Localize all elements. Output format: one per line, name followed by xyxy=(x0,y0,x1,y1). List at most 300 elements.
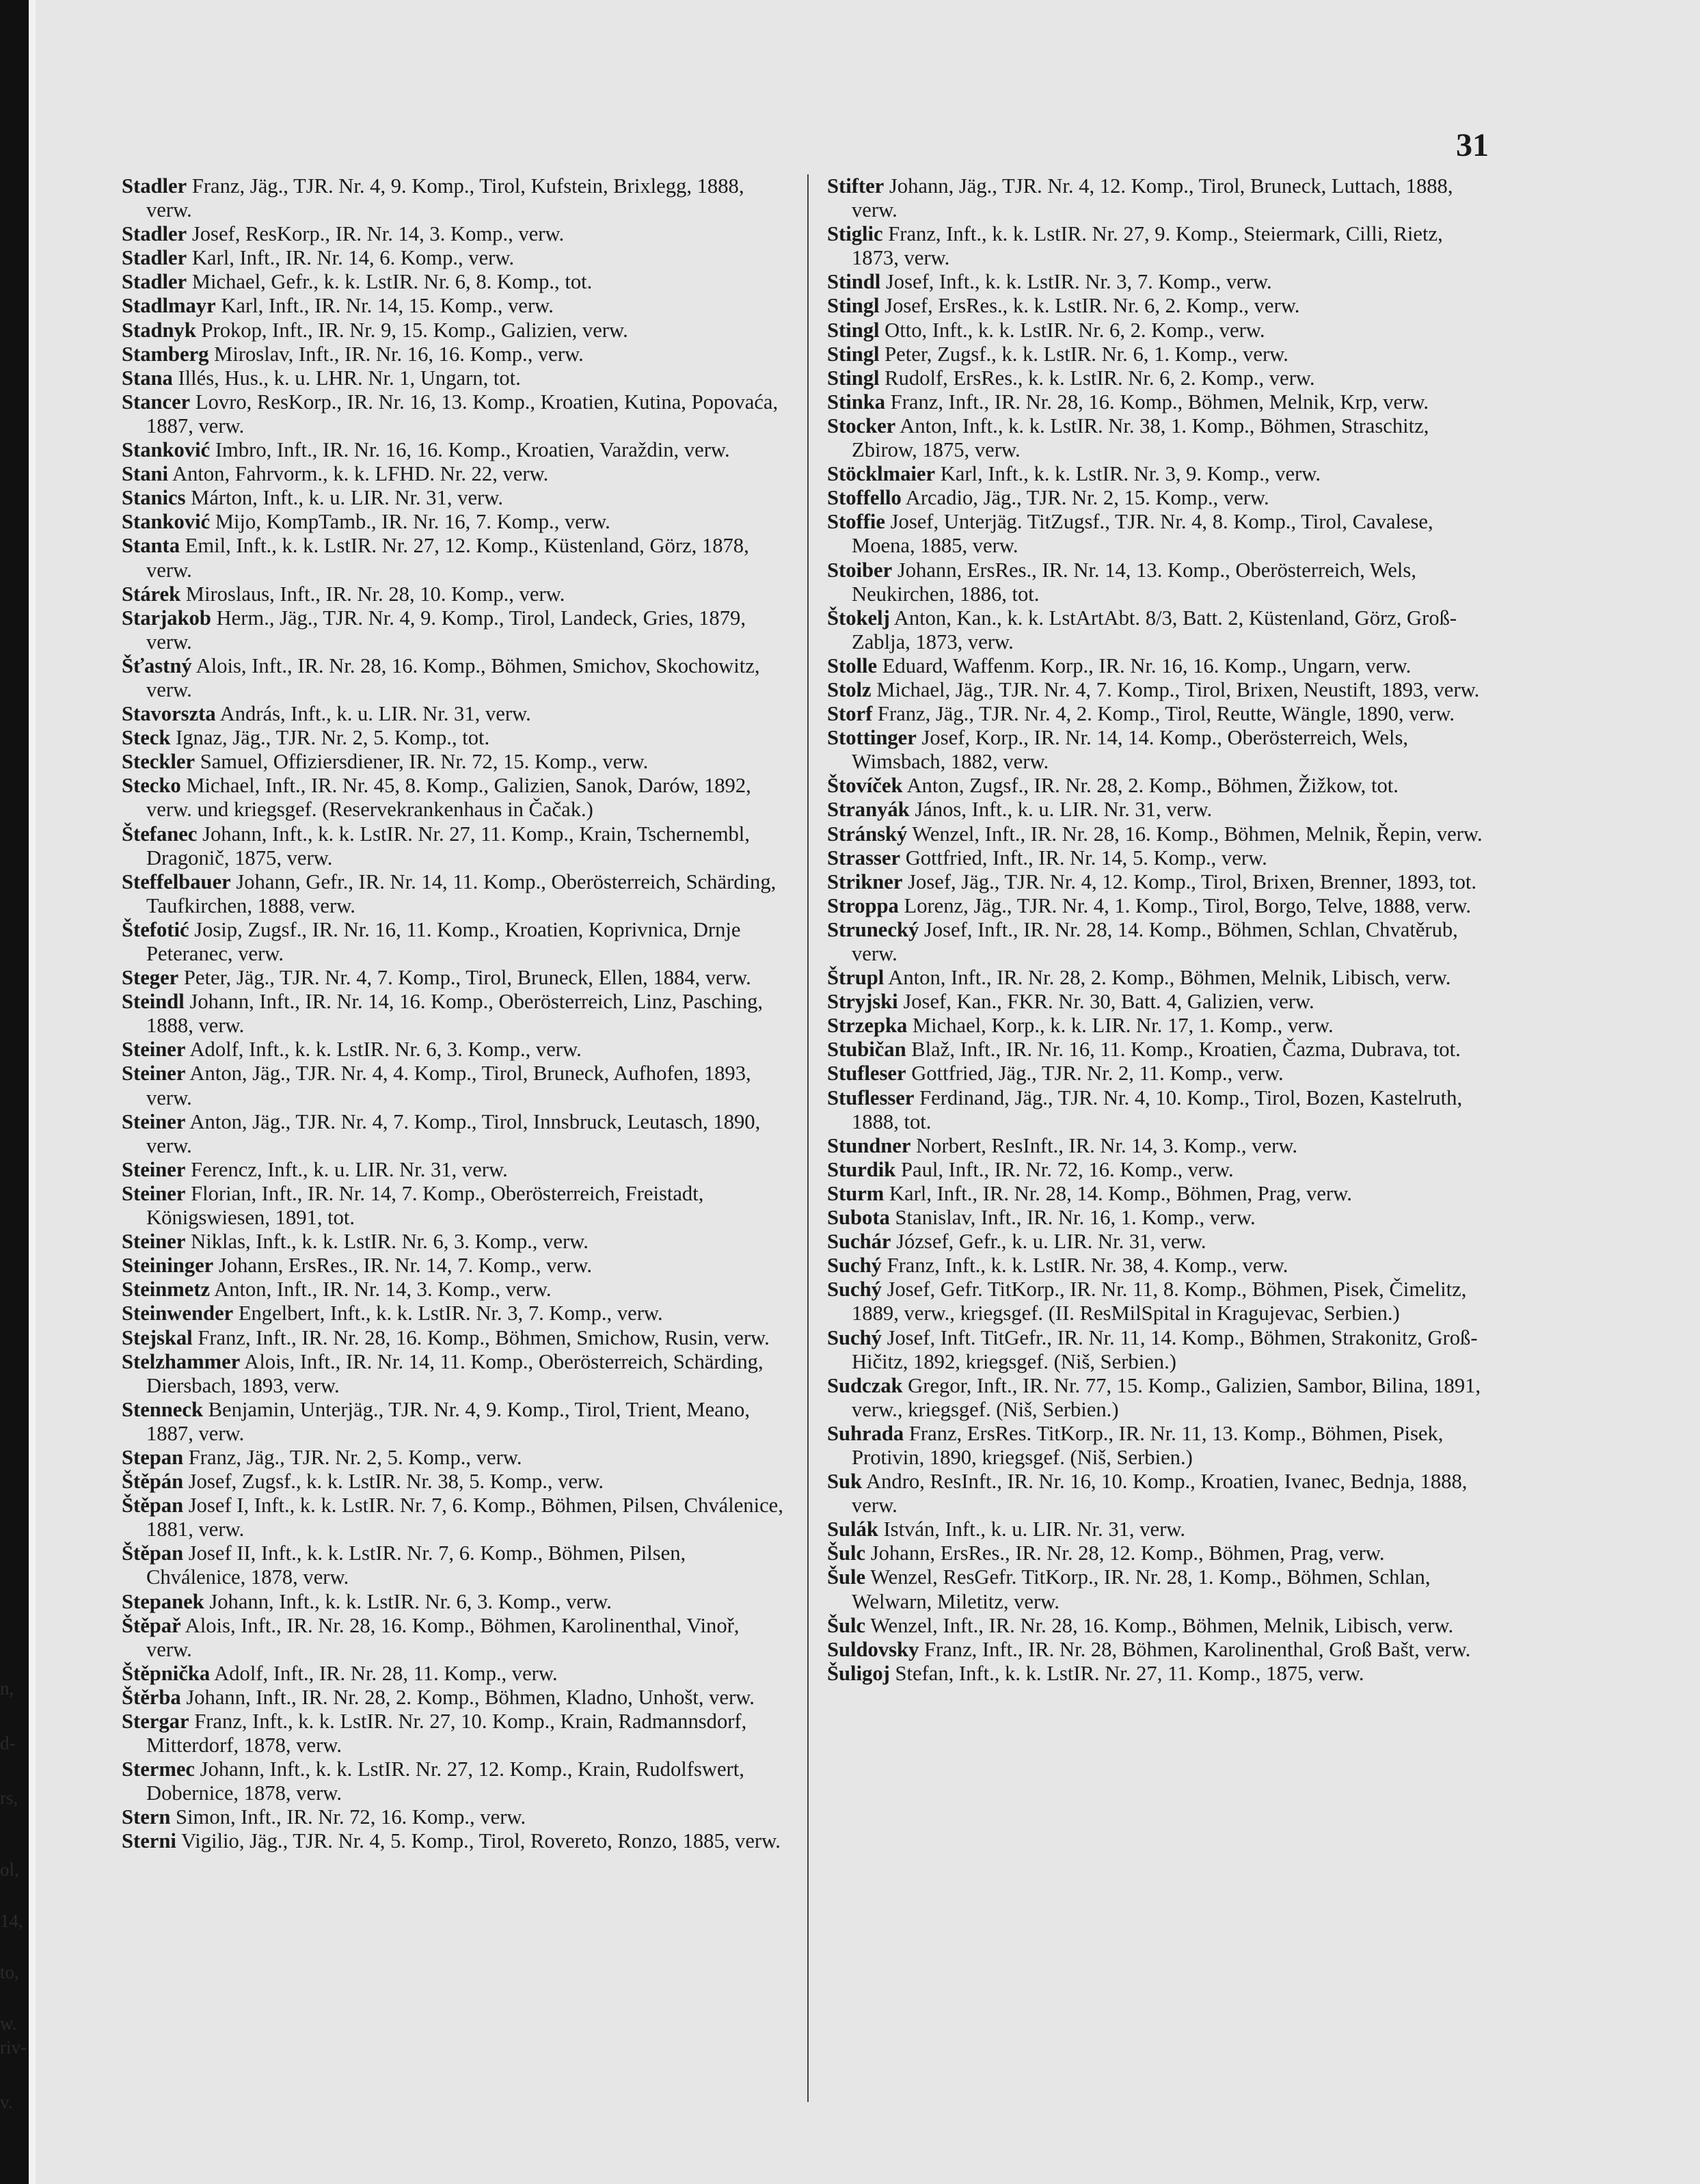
entry-details: Stefan, Inft., k. k. LstIR. Nr. 27, 11. Komp., 1875, verw. xyxy=(889,1661,1364,1685)
register-entry xyxy=(122,1158,783,1182)
entry-surname: Stottinger xyxy=(827,726,917,750)
entry-details: Franz, Jäg., TJR. Nr. 4, 9. Komp., Tirol, Kufstein, Brixlegg, 1888, verw. xyxy=(146,174,744,222)
entry-details: Gregor, Inft., IR. Nr. 77, 15. Komp., Galizien, Sambor, Bilina, 1891, verw., kriegsgef. (Niš, Serbien.) xyxy=(852,1373,1481,1421)
entry-surname: Stingl xyxy=(827,294,880,318)
entry-surname: Steiner xyxy=(122,1109,186,1133)
entry-details: Franz, Inft., k. k. LstIR. Nr. 27, 9. Komp., Steiermark, Cilli, Rietz, 1873, verw. xyxy=(852,222,1443,270)
register-entry xyxy=(122,1541,783,1589)
register-entry xyxy=(827,1614,1489,1638)
register-entry xyxy=(827,1230,1489,1254)
entry-surname: Strzepka xyxy=(827,1014,908,1038)
entry-surname: Stránský xyxy=(827,822,908,846)
register-entry xyxy=(827,1638,1489,1662)
entry-details: Johann, Gefr., IR. Nr. 14, 11. Komp., Oberösterreich, Schärding, Taufkirchen, 1888, verw. xyxy=(146,869,777,917)
entry-details: Peter, Zugsf., k. k. LstIR. Nr. 6, 1. Komp., verw. xyxy=(879,342,1289,366)
register-entry xyxy=(827,1518,1489,1541)
entry-surname: Suchý xyxy=(827,1325,882,1349)
entry-details: Blaž, Inft., IR. Nr. 16, 11. Komp., Kroatien, Čazma, Dubrava, tot. xyxy=(906,1038,1461,1062)
margin-fragment: v. xyxy=(0,2092,13,2112)
entry-details: Johann, Inft., k. k. LstIR. Nr. 27, 12. Komp., Krain, Rudolfswert, Dobernice, 1878, verw. xyxy=(146,1757,744,1805)
right-column xyxy=(827,174,1489,1686)
register-entry xyxy=(827,1470,1489,1518)
register-entry xyxy=(827,1038,1489,1062)
register-entry xyxy=(122,1757,783,1805)
entry-details: Adolf, Inft., IR. Nr. 28, 11. Komp., verw. xyxy=(210,1661,558,1685)
entry-details: Miroslaus, Inft., IR. Nr. 28, 10. Komp., verw. xyxy=(180,582,565,606)
register-entry xyxy=(122,726,783,750)
entry-details: Ignaz, Jäg., TJR. Nr. 2, 5. Komp., tot. xyxy=(170,726,490,750)
entry-surname: Strasser xyxy=(827,846,901,869)
entry-details: Andro, ResInft., IR. Nr. 16, 10. Komp., Kroatien, Ivanec, Bednja, 1888, verw. xyxy=(852,1470,1468,1518)
entry-surname: Sturdik xyxy=(827,1157,896,1181)
entry-surname: Stavorszta xyxy=(122,702,216,726)
entry-details: Karl, Inft., IR. Nr. 14, 6. Komp., verw. xyxy=(187,246,515,270)
entry-surname: Sterni xyxy=(122,1829,176,1853)
entry-surname: Stuflesser xyxy=(827,1086,915,1109)
entry-surname: Štefotić xyxy=(122,917,189,941)
register-entry xyxy=(827,486,1489,510)
entry-surname: Suk xyxy=(827,1470,863,1494)
entry-details: Anton, Kan., k. k. LstArtAbt. 8/3, Batt. 2, Küstenland, Görz, Groß-Zablja, 1873, verw. xyxy=(852,606,1457,653)
entry-details: Josef I, Inft., k. k. LstIR. Nr. 7, 6. Komp., Böhmen, Pilsen, Chválenice, 1881, verw. xyxy=(146,1494,783,1541)
entry-details: Anton, Inft., IR. Nr. 14, 3. Komp., verw. xyxy=(210,1278,552,1302)
entry-details: Johann, Inft., k. k. LstIR. Nr. 27, 11. Komp., Krain, Tschernembl, Dragonič, 1875, verw. xyxy=(146,822,750,869)
margin-fragment: n, xyxy=(0,1678,14,1699)
entry-details: Franz, Inft., k. k. LstIR. Nr. 38, 4. Komp., verw. xyxy=(881,1254,1289,1278)
entry-details: Wenzel, Inft., IR. Nr. 28, 16. Komp., Böhmen, Melnik, Libisch, verw. xyxy=(865,1613,1454,1637)
register-entry xyxy=(827,822,1489,846)
entry-details: Illés, Hus., k. u. LHR. Nr. 1, Ungarn, tot. xyxy=(172,366,521,390)
entry-surname: Sulák xyxy=(827,1518,878,1541)
entry-details: Simon, Inft., IR. Nr. 72, 16. Komp., verw. xyxy=(170,1805,526,1829)
entry-surname: Štěpán xyxy=(122,1470,184,1494)
entry-surname: Šule xyxy=(827,1565,866,1589)
entry-details: Josef, Kan., FKR. Nr. 30, Batt. 4, Galizien, verw. xyxy=(898,990,1314,1014)
entry-surname: Stindl xyxy=(827,270,881,294)
entry-surname: Stadler xyxy=(122,270,187,294)
entry-details: Niklas, Inft., k. k. LstIR. Nr. 6, 3. Komp., verw. xyxy=(185,1230,589,1254)
margin-fragment: rs, xyxy=(0,1788,18,1808)
entry-details: Johann, Inft., k. k. LstIR. Nr. 6, 3. Komp., verw. xyxy=(204,1589,612,1613)
entry-details: Anton, Zugsf., IR. Nr. 28, 2. Komp., Böhmen, Žižkow, tot. xyxy=(902,774,1399,798)
entry-surname: Stadler xyxy=(122,246,187,270)
margin-fragment: riv- xyxy=(0,2037,27,2058)
register-entry xyxy=(827,366,1489,390)
entry-details: Alois, Inft., IR. Nr. 28, 16. Komp., Böhmen, Smichov, Skochowitz, verw. xyxy=(146,653,760,701)
register-entry xyxy=(827,1374,1489,1422)
register-entry xyxy=(827,774,1489,798)
entry-surname: Stufleser xyxy=(827,1062,906,1086)
register-entry xyxy=(122,918,783,966)
register-entry xyxy=(122,1710,783,1757)
register-entry xyxy=(827,1182,1489,1206)
entry-surname: Strunecký xyxy=(827,917,919,941)
entry-surname: Stelzhammer xyxy=(122,1349,241,1373)
register-entry xyxy=(827,510,1489,558)
register-entry xyxy=(122,654,783,702)
register-entry xyxy=(827,1662,1489,1686)
entry-surname: Steiner xyxy=(122,1181,186,1205)
entry-details: Wenzel, ResGefr. TitKorp., IR. Nr. 28, 1. Komp., Böhmen, Schlan, Welwarn, Miletitz, verw. xyxy=(852,1565,1431,1613)
entry-details: Ferencz, Inft., k. u. LIR. Nr. 31, verw. xyxy=(185,1157,508,1181)
entry-details: Josef, Korp., IR. Nr. 14, 14. Komp., Oberösterreich, Wels, Wimsbach, 1882, verw. xyxy=(852,726,1409,774)
entry-details: Imbro, Inft., IR. Nr. 16, 16. Komp., Kroatien, Varaždin, verw. xyxy=(210,438,730,462)
register-entry xyxy=(827,1541,1489,1565)
register-entry xyxy=(122,534,783,582)
entry-surname: Steckler xyxy=(122,750,195,774)
register-entry xyxy=(122,822,783,870)
entry-surname: Stoffie xyxy=(827,510,885,534)
entry-details: Johann, Inft., IR. Nr. 14, 16. Komp., Oberösterreich, Linz, Pasching, 1888, verw. xyxy=(146,990,764,1038)
entry-surname: Stadler xyxy=(122,222,187,246)
entry-surname: Štěrba xyxy=(122,1685,181,1709)
register-entry xyxy=(122,750,783,774)
register-entry xyxy=(827,222,1489,270)
entry-details: Herm., Jäg., TJR. Nr. 4, 9. Komp., Tirol, Landeck, Gries, 1879, verw. xyxy=(146,606,746,653)
entry-details: Josef, ErsRes., k. k. LstIR. Nr. 6, 2. Komp., verw. xyxy=(879,294,1300,318)
register-entry xyxy=(827,1134,1489,1158)
entry-details: Josef, Zugsf., k. k. LstIR. Nr. 38, 5. Komp., verw. xyxy=(183,1470,604,1494)
entry-surname: Stermec xyxy=(122,1757,195,1781)
entry-surname: Stepan xyxy=(122,1445,184,1469)
register-entry xyxy=(122,1829,783,1853)
entry-details: Michael, Jäg., TJR. Nr. 4, 7. Komp., Tirol, Brixen, Neustift, 1893, verw. xyxy=(871,677,1480,701)
entry-surname: Šulc xyxy=(827,1613,866,1637)
register-entry xyxy=(827,726,1489,774)
entry-details: Johann, Inft., IR. Nr. 28, 2. Komp., Böhmen, Kladno, Unhošt, verw. xyxy=(180,1685,755,1709)
register-entry xyxy=(827,319,1489,342)
register-entry xyxy=(122,1662,783,1686)
entry-surname: Stolle xyxy=(827,653,878,677)
entry-details: János, Inft., k. u. LIR. Nr. 31, verw. xyxy=(909,798,1213,822)
register-entry xyxy=(827,702,1489,726)
entry-details: Alois, Inft., IR. Nr. 14, 11. Komp., Oberösterreich, Schärding, Diersbach, 1893, verw. xyxy=(146,1349,764,1397)
entry-details: Anton, Jäg., TJR. Nr. 4, 7. Komp., Tirol, Innsbruck, Leutasch, 1890, verw. xyxy=(146,1109,761,1157)
register-entry xyxy=(122,342,783,366)
entry-surname: Steck xyxy=(122,726,171,750)
entry-surname: Šťastný xyxy=(122,653,192,677)
entry-surname: Stubičan xyxy=(827,1038,906,1062)
entry-details: Lovro, ResKorp., IR. Nr. 16, 13. Komp., Kroatien, Kutina, Popovaća, 1887, verw. xyxy=(146,390,779,437)
register-entry xyxy=(827,294,1489,318)
entry-surname: Stryjski xyxy=(827,990,898,1014)
entry-surname: Suchý xyxy=(827,1254,882,1278)
entry-details: Miroslav, Inft., IR. Nr. 16, 16. Komp., verw. xyxy=(208,342,584,366)
register-entry xyxy=(122,582,783,606)
entry-details: József, Gefr., k. u. LIR. Nr. 31, verw. xyxy=(891,1230,1206,1254)
register-entry xyxy=(827,1326,1489,1374)
entry-details: Anton, Inft., IR. Nr. 28, 2. Komp., Böhmen, Melnik, Libisch, verw. xyxy=(884,966,1451,990)
entry-details: Franz, Inft., IR. Nr. 28, 16. Komp., Böhmen, Smichow, Rusin, verw. xyxy=(192,1325,770,1349)
register-entry xyxy=(122,510,783,534)
entry-details: Johann, ErsRes., IR. Nr. 28, 12. Komp., Böhmen, Prag, verw. xyxy=(865,1541,1385,1565)
register-entry xyxy=(122,246,783,270)
register-entry xyxy=(827,870,1489,894)
entry-surname: Stinka xyxy=(827,390,886,414)
entry-surname: Stocker xyxy=(827,414,896,437)
entry-surname: Steiner xyxy=(122,1230,186,1254)
register-entry xyxy=(122,294,783,318)
entry-details: Otto, Inft., k. k. LstIR. Nr. 6, 2. Komp., verw. xyxy=(879,318,1265,342)
register-entry xyxy=(122,606,783,654)
register-entry xyxy=(827,558,1489,606)
entry-surname: Stana xyxy=(122,366,173,390)
entry-details: András, Inft., k. u. LIR. Nr. 31, verw. xyxy=(215,702,531,726)
entry-details: Josip, Zugsf., IR. Nr. 16, 11. Komp., Kroatien, Koprivnica, Drnje Peteranec, verw. xyxy=(146,917,741,965)
entry-details: Josef, Unterjäg. TitZugsf., TJR. Nr. 4, 8. Komp., Tirol, Cavalese, Moena, 1885, verw. xyxy=(852,510,1433,558)
entry-details: Eduard, Waffenm. Korp., IR. Nr. 16, 16. Komp., Ungarn, verw. xyxy=(877,653,1412,677)
entry-surname: Stroppa xyxy=(827,893,899,917)
entry-surname: Suldovsky xyxy=(827,1637,919,1661)
register-entry xyxy=(122,174,783,222)
register-entry xyxy=(122,1062,783,1109)
entry-details: Gottfried, Inft., IR. Nr. 14, 5. Komp., verw. xyxy=(900,846,1267,869)
entry-surname: Strikner xyxy=(827,869,903,893)
register-entry xyxy=(122,1038,783,1062)
entry-surname: Štokelj xyxy=(827,606,890,630)
register-entry xyxy=(827,414,1489,462)
entry-surname: Sturm xyxy=(827,1181,885,1205)
entry-surname: Stadnyk xyxy=(122,318,196,342)
entry-surname: Stiglic xyxy=(827,222,883,246)
register-entry xyxy=(122,1326,783,1350)
entry-surname: Storf xyxy=(827,702,873,726)
register-entry xyxy=(122,1494,783,1541)
entry-surname: Steffelbauer xyxy=(122,869,231,893)
register-entry xyxy=(827,846,1489,870)
register-entry xyxy=(827,918,1489,966)
entry-surname: Stepanek xyxy=(122,1589,204,1613)
entry-details: Josef, Gefr. TitKorp., IR. Nr. 11, 8. Komp., Böhmen, Pisek, Čimelitz, 1889, verw., kriegsgef. (II. ResMilSpital in Kragujevac, Serbien.) xyxy=(852,1278,1467,1325)
margin-fragment: ol, xyxy=(0,1859,19,1880)
entry-surname: Štěpař xyxy=(122,1613,181,1637)
previous-page-fragments xyxy=(0,0,27,2184)
register-entry xyxy=(122,438,783,462)
entry-details: Josef II, Inft., k. k. LstIR. Nr. 7, 6. Komp., Böhmen, Pilsen, Chválenice, 1878, verw. xyxy=(146,1541,686,1589)
entry-surname: Stanković xyxy=(122,510,211,534)
register-entry xyxy=(122,222,783,246)
entry-details: Lorenz, Jäg., TJR. Nr. 4, 1. Komp., Tirol, Borgo, Telve, 1888, verw. xyxy=(898,893,1472,917)
register-entry xyxy=(122,702,783,726)
entry-details: Ferdinand, Jäg., TJR. Nr. 4, 10. Komp., Tirol, Bozen, Kastelruth, 1888, tot. xyxy=(852,1086,1463,1133)
entry-surname: Stifter xyxy=(827,174,885,198)
register-entry xyxy=(122,462,783,486)
entry-details: Anton, Inft., k. k. LstIR. Nr. 38, 1. Komp., Böhmen, Straschitz, Zbirow, 1875, verw. xyxy=(852,414,1429,462)
entry-details: Johann, ErsRes., IR. Nr. 14, 7. Komp., verw. xyxy=(213,1254,593,1278)
register-entry xyxy=(122,1230,783,1254)
register-entry xyxy=(122,1590,783,1614)
entry-surname: Sudczak xyxy=(827,1373,903,1397)
register-entry xyxy=(827,1565,1489,1613)
margin-fragment: to, xyxy=(0,1962,19,1982)
entry-details: Adolf, Inft., k. k. LstIR. Nr. 6, 3. Komp., verw. xyxy=(185,1038,582,1062)
register-entry xyxy=(122,990,783,1038)
register-entry xyxy=(122,1805,783,1829)
entry-details: Josef, Inft., k. k. LstIR. Nr. 3, 7. Komp., verw. xyxy=(880,270,1272,294)
entry-surname: Stergar xyxy=(122,1710,189,1733)
entry-surname: Stadlmayr xyxy=(122,294,216,318)
entry-details: Samuel, Offiziersdiener, IR. Nr. 72, 15. Komp., verw. xyxy=(195,750,649,774)
entry-details: Franz, ErsRes. TitKorp., IR. Nr. 11, 13. Komp., Böhmen, Pisek, Protivin, 1890, kriegsgef. (Niš, Serbien.) xyxy=(852,1421,1444,1469)
margin-fragment: w. xyxy=(0,2013,17,2034)
entry-surname: Stern xyxy=(122,1805,171,1829)
register-entry xyxy=(122,1182,783,1230)
register-entry xyxy=(122,1686,783,1710)
entry-details: Josef, Jäg., TJR. Nr. 4, 12. Komp., Tirol, Brixen, Brenner, 1893, tot. xyxy=(902,869,1477,893)
entry-surname: Steininger xyxy=(122,1254,214,1278)
entry-surname: Stejskal xyxy=(122,1325,193,1349)
entry-details: Stanislav, Inft., IR. Nr. 16, 1. Komp., verw. xyxy=(889,1206,1256,1230)
entry-surname: Stadler xyxy=(122,174,187,198)
entry-surname: Steger xyxy=(122,966,179,990)
register-entry xyxy=(122,1398,783,1446)
register-entry xyxy=(827,990,1489,1014)
entry-details: Rudolf, ErsRes., k. k. LstIR. Nr. 6, 2. Komp., verw. xyxy=(879,366,1315,390)
register-entry xyxy=(122,486,783,510)
entry-surname: Steiner xyxy=(122,1038,186,1062)
entry-surname: Suhrada xyxy=(827,1421,904,1445)
entry-details: Florian, Inft., IR. Nr. 14, 7. Komp., Oberösterreich, Freistadt, Königswiesen, 1891, tot. xyxy=(146,1181,704,1230)
entry-surname: Stranyák xyxy=(827,798,910,822)
entry-surname: Stani xyxy=(122,462,169,486)
entry-details: Prokop, Inft., IR. Nr. 9, 15. Komp., Galizien, verw. xyxy=(195,318,628,342)
register-entry xyxy=(827,798,1489,822)
entry-details: Gottfried, Jäg., TJR. Nr. 2, 11. Komp., verw. xyxy=(906,1062,1284,1086)
register-entry xyxy=(827,1086,1489,1134)
entry-surname: Stárek xyxy=(122,582,181,606)
entry-details: Franz, Inft., k. k. LstIR. Nr. 27, 10. Komp., Krain, Radmannsdorf, Mitterdorf, 1878, verw. xyxy=(146,1710,747,1757)
entry-surname: Steinwender xyxy=(122,1302,234,1325)
entry-details: Alois, Inft., IR. Nr. 28, 16. Komp., Böhmen, Karolinenthal, Vinoř, verw. xyxy=(146,1613,740,1661)
entry-surname: Štrupl xyxy=(827,966,885,990)
register-entry xyxy=(827,1278,1489,1325)
register-entry xyxy=(827,1014,1489,1038)
entry-surname: Steiner xyxy=(122,1062,186,1086)
entry-surname: Subota xyxy=(827,1206,890,1230)
entry-surname: Steinmetz xyxy=(122,1278,211,1302)
register-entry xyxy=(122,319,783,342)
entry-surname: Stingl xyxy=(827,366,880,390)
register-entry xyxy=(827,1206,1489,1230)
entry-surname: Stingl xyxy=(827,342,880,366)
register-entry xyxy=(122,1110,783,1158)
entry-details: Karl, Inft., IR. Nr. 28, 14. Komp., Böhmen, Prag, verw. xyxy=(884,1181,1352,1205)
entry-details: Johann, Jäg., TJR. Nr. 4, 12. Komp., Tirol, Bruneck, Luttach, 1888, verw. xyxy=(852,174,1453,222)
entry-details: István, Inft., k. u. LIR. Nr. 31, verw. xyxy=(878,1518,1186,1541)
entry-details: Michael, Inft., IR. Nr. 45, 8. Komp., Galizien, Sanok, Darów, 1892, verw. und kriegsgef. (Reservekrankenhaus in Čačak.) xyxy=(146,774,751,822)
register-entry xyxy=(827,390,1489,414)
register-entry xyxy=(827,678,1489,702)
entry-details: Paul, Inft., IR. Nr. 72, 16. Komp., verw. xyxy=(895,1157,1234,1181)
entry-details: Peter, Jäg., TJR. Nr. 4, 7. Komp., Tirol, Bruneck, Ellen, 1884, verw. xyxy=(178,966,751,990)
entry-details: Karl, Inft., k. k. LstIR. Nr. 3, 9. Komp., verw. xyxy=(935,462,1321,486)
register-entry xyxy=(122,870,783,918)
entry-details: Michael, Gefr., k. k. LstIR. Nr. 6, 8. Komp., tot. xyxy=(187,270,593,294)
register-entry xyxy=(122,1470,783,1494)
entry-details: Engelbert, Inft., k. k. LstIR. Nr. 3, 7. Komp., verw. xyxy=(233,1302,663,1325)
register-entry xyxy=(827,894,1489,918)
register-entry xyxy=(122,390,783,438)
entry-details: Arcadio, Jäg., TJR. Nr. 2, 15. Komp., verw. xyxy=(901,486,1269,510)
entry-surname: Štefanec xyxy=(122,822,198,846)
entry-surname: Stoiber xyxy=(827,558,893,582)
entry-details: Norbert, ResInft., IR. Nr. 14, 3. Komp., verw. xyxy=(910,1133,1298,1157)
register-entry xyxy=(827,966,1489,990)
register-entry xyxy=(827,462,1489,486)
entry-details: Michael, Korp., k. k. LIR. Nr. 17, 1. Komp., verw. xyxy=(907,1014,1334,1038)
entry-details: Josef, ResKorp., IR. Nr. 14, 3. Komp., verw. xyxy=(187,222,565,246)
entry-surname: Stamberg xyxy=(122,342,209,366)
entry-details: Benjamin, Unterjäg., TJR. Nr. 4, 9. Komp., Tirol, Trient, Meano, 1887, verw. xyxy=(146,1397,750,1445)
register-entry xyxy=(827,342,1489,366)
entry-details: Vigilio, Jäg., TJR. Nr. 4, 5. Komp., Tirol, Rovereto, Ronzo, 1885, verw. xyxy=(176,1829,781,1853)
entry-surname: Stancer xyxy=(122,390,191,414)
entry-surname: Šulc xyxy=(827,1541,866,1565)
entry-details: Johann, ErsRes., IR. Nr. 14, 13. Komp., Oberösterreich, Wels, Neukirchen, 1886, tot. xyxy=(852,558,1416,606)
register-entry xyxy=(122,774,783,822)
column-divider xyxy=(807,174,809,2102)
entry-surname: Stenneck xyxy=(122,1397,203,1421)
left-column xyxy=(122,174,783,1854)
register-entry xyxy=(827,1062,1489,1086)
margin-fragment: d- xyxy=(0,1733,16,1753)
entry-surname: Stanics xyxy=(122,486,186,510)
register-entry xyxy=(122,1254,783,1278)
register-entry xyxy=(827,1422,1489,1470)
register-entry xyxy=(827,174,1489,222)
entry-details: Wenzel, Inft., IR. Nr. 28, 16. Komp., Böhmen, Melnik, Řepin, verw. xyxy=(907,822,1483,846)
register-entry xyxy=(122,1302,783,1325)
entry-surname: Stanković xyxy=(122,438,211,462)
register-entry xyxy=(122,366,783,390)
entry-details: Mijo, KompTamb., IR. Nr. 16, 7. Komp., verw. xyxy=(210,510,610,534)
entry-surname: Stolz xyxy=(827,677,872,701)
entry-details: Franz, Inft., IR. Nr. 28, 16. Komp., Böhmen, Melnik, Krp, verw. xyxy=(885,390,1429,414)
register-entry xyxy=(827,1158,1489,1182)
margin-fragment: 14, xyxy=(0,1911,23,1931)
book-binding-edge xyxy=(29,0,36,2184)
entry-details: Josef, Inft. TitGefr., IR. Nr. 11, 14. Komp., Böhmen, Strakonitz, Groß-Hičitz, 1892, kriegsgef. (Niš, Serbien.) xyxy=(852,1325,1478,1373)
register-entry xyxy=(122,1278,783,1302)
register-entry xyxy=(122,270,783,294)
register-entry xyxy=(827,654,1489,678)
register-entry xyxy=(122,1446,783,1470)
entry-details: Josef, Inft., IR. Nr. 28, 14. Komp., Böhmen, Schlan, Chvatěrub, verw. xyxy=(852,917,1458,965)
register-entry xyxy=(122,966,783,990)
entry-details: Márton, Inft., k. u. LIR. Nr. 31, verw. xyxy=(185,486,503,510)
entry-surname: Stingl xyxy=(827,318,880,342)
page-number: 31 xyxy=(1456,127,1489,163)
entry-surname: Stundner xyxy=(827,1133,911,1157)
entry-details: Emil, Inft., k. k. LstIR. Nr. 27, 12. Komp., Küstenland, Görz, 1878, verw. xyxy=(146,534,749,582)
entry-surname: Štěpan xyxy=(122,1494,184,1518)
entry-details: Anton, Jäg., TJR. Nr. 4, 4. Komp., Tirol, Bruneck, Aufhofen, 1893, verw. xyxy=(146,1062,751,1109)
register-entry xyxy=(827,606,1489,654)
register-entry xyxy=(827,270,1489,294)
entry-surname: Stecko xyxy=(122,774,181,798)
entry-details: Karl, Inft., IR. Nr. 14, 15. Komp., verw. xyxy=(215,294,554,318)
register-entry xyxy=(122,1614,783,1662)
entry-surname: Suchý xyxy=(827,1278,882,1302)
entry-surname: Stoffello xyxy=(827,486,902,510)
entry-surname: Štěpan xyxy=(122,1541,184,1565)
entry-surname: Stanta xyxy=(122,534,180,558)
entry-details: Franz, Inft., IR. Nr. 28, Böhmen, Karolinenthal, Groß Bašt, verw. xyxy=(919,1637,1471,1661)
entry-surname: Štěpnička xyxy=(122,1661,211,1685)
entry-surname: Stöcklmaier xyxy=(827,462,936,486)
entry-surname: Starjakob xyxy=(122,606,211,630)
entry-details: Franz, Jäg., TJR. Nr. 4, 2. Komp., Tirol, Reutte, Wängle, 1890, verw. xyxy=(872,702,1455,726)
